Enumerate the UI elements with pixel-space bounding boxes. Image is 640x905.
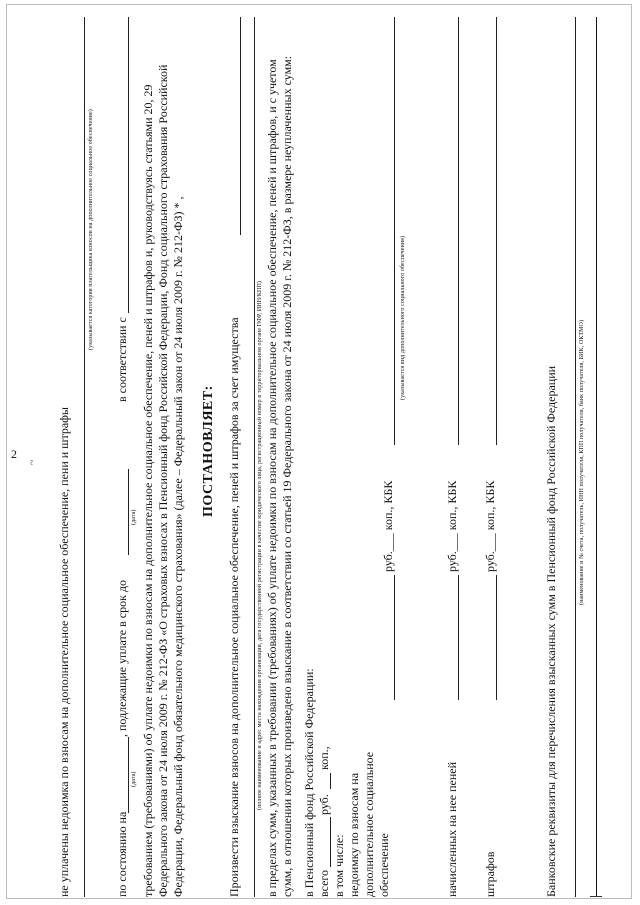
total-kop-rule bbox=[330, 773, 331, 789]
bank-hint: (наименование и № счета, получатель, ИНН получателя, КПП получателя, банк получателя, БИК, ОКТМО) bbox=[579, 319, 585, 605]
form-left-tick bbox=[590, 896, 602, 897]
paragraph-line-5: сумм, в отношении которых произведено взыскание в соответствии со статьей 19 Федерального закона от 24 июля 2009 г. № 212-ФЗ, в размере неуплаченных сумм: bbox=[280, 55, 294, 897]
collect-rule bbox=[240, 17, 241, 235]
paragraph-line-3: Федерации, Федеральный фонд обязательного медицинского страхования» (далее – Федеральный закон от 24 июля 2009 г. № 212-ФЗ) * , bbox=[171, 196, 185, 897]
penalties-label: начисленных на нее пеней bbox=[445, 761, 459, 897]
paragraph-line-1: требованием (требованиями) об уплате недоимки по взносам на дополнительное социальное обеспечение, пеней и штрафов и, руководствуясь статьями 20, 29 bbox=[141, 84, 155, 897]
as-of-label: по состоянию на bbox=[115, 811, 129, 897]
arrears-label-1: недоимку по взносам на bbox=[347, 772, 361, 897]
penalties-amount-rule bbox=[458, 575, 459, 700]
arrears-amount-rule bbox=[394, 575, 395, 700]
penalties-kbk-rule bbox=[458, 17, 459, 445]
category-hint: (указывается категория плательщика взносов на дополнительное социальное обеспечение) bbox=[88, 109, 94, 350]
penalties-rub-kop-kbk: руб.___ коп., КБК bbox=[445, 480, 459, 572]
due-label: , подлежащие уплате в срок до bbox=[115, 579, 129, 737]
arrears-kbk-rule bbox=[394, 17, 395, 445]
as-of-date-rule bbox=[128, 737, 129, 813]
due-date-rule bbox=[128, 469, 129, 555]
form-bottom-rule bbox=[596, 17, 597, 897]
arrears-label-3: обеспечение bbox=[377, 833, 391, 897]
organization-rule bbox=[254, 17, 255, 897]
total-label: всего bbox=[317, 869, 331, 897]
nonpayment-line: не уплачены недоимка по взносам на дополнительное социальное обеспечение, пени и штрафы bbox=[57, 407, 71, 897]
total-rub-rule bbox=[330, 817, 331, 867]
according-label: в соответствии с bbox=[115, 317, 129, 402]
fines-rub-kop-kbk: руб.___ коп., КБК bbox=[483, 480, 497, 572]
bank-details-line: Банковские реквизиты для перечисления взысканных сумм в Пенсионный фонд Российской Федерации bbox=[544, 365, 558, 897]
as-of-date-hint: (дата) bbox=[131, 771, 137, 787]
resolution-heading: ПОСТАНОВЛЯЕТ: bbox=[201, 385, 216, 517]
total-kop: коп., bbox=[317, 746, 331, 770]
bank-rule bbox=[575, 17, 576, 897]
category-rule bbox=[84, 17, 85, 897]
paragraph-line-2: Федерального закона от 24 июля 2009 г. № 212-ФЗ «О страховых взносах в Пенсионный фонд Российской Федерации, Фонд социального страхования Российской bbox=[156, 64, 170, 897]
fines-kbk-rule bbox=[496, 17, 497, 445]
kind-hint: (указывается вид дополнительного социального обеспечения) bbox=[400, 235, 406, 400]
according-rule bbox=[128, 17, 129, 313]
fines-label: штрафов bbox=[483, 851, 497, 897]
pfr-label: в Пенсионный фонд Российской Федерации: bbox=[302, 668, 316, 897]
collect-line: Произвести взыскание взносов на дополнительное социальное обеспечение, пеней и штрафов за счет имущества bbox=[227, 317, 241, 897]
total-rub: руб. bbox=[317, 794, 331, 815]
organization-hint: (полное наименование и адрес места нахождения организации, дата государственной регистрации в качестве юридического лица, регистрационный номер в территориальном органе ПФР, ИНН/КПП) bbox=[257, 280, 263, 810]
arrears-label-2: дополнительное социальное bbox=[362, 751, 376, 897]
due-date-hint: (дата) bbox=[131, 509, 137, 525]
margin-mark: ~ bbox=[27, 459, 38, 465]
including-label: в том числе: bbox=[332, 834, 346, 897]
arrears-rub-kop-kbk: руб.___ коп., КБК bbox=[381, 480, 395, 572]
page-number: 2 bbox=[11, 447, 17, 461]
fines-amount-rule bbox=[496, 575, 497, 700]
paragraph-line-4: в пределах сумм, указанных в требовании (требованиях) об уплате недоимки по взносам на дополнительное социальное обеспечение, пеней и штрафов, и с учетом bbox=[265, 59, 279, 897]
